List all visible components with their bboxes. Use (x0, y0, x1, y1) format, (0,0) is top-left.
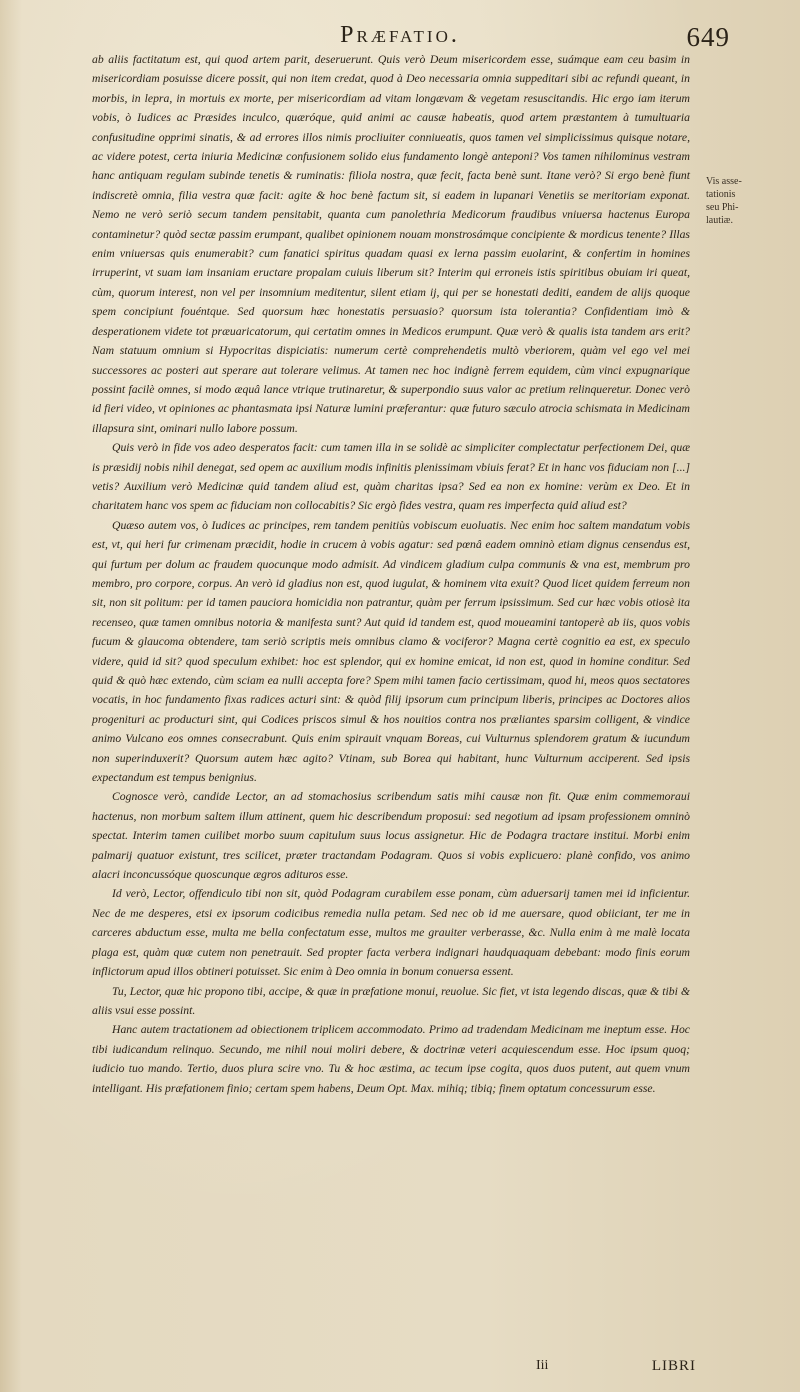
running-title: Præfatio. (340, 22, 460, 48)
paragraph: Hanc autem tractationem ad obiectionem triplicem accommodato. Primo ad tradendam Medicinam me ineptum esse. Hoc tibi iudicandum relinquo. Secundo, me nihil noui moliri debere, & doctrinæ veteri acquiescendum esse. Hoc ipsum quoq; iudicio tuo mando. Tertio, duos plura scire vno. Tu & hoc æstima, ac tecum ipse cogita, quos duos putent, aut quem vnum intelligant. His præfationem finio; certam spem habens, Deum Opt. Max. mihiq; tibiq; finem optatum concessurum esse. (92, 1023, 690, 1095)
page-header (70, 18, 730, 54)
signature-mark: Iii (536, 1358, 549, 1373)
margin-note-line: Vis asse- (706, 176, 742, 187)
page-number: 649 (686, 22, 730, 52)
margin-note-line: tationis (706, 189, 736, 200)
preface-body (92, 50, 690, 1098)
catchword: LIBRI (651, 1358, 696, 1374)
margin-note (706, 175, 762, 227)
paragraph: ab aliis factitatum est, qui quod artem parit, deseruerunt. Quis verò Deum misericordem esse, suámque eam ceu basim in misericordiam posuisse dicere possit, qui non item credat, quod à Deo necessaria omnia suppeditari sibi ac refundi queant, in morbis, in lepra, in mortuis ex morte, per misericordiam ad vitam longævam & vegetam resuscitandis. Hic ergo iam iterum vobis, ò Iudices ac Præsides inculco, quæróque, quid animi ac causæ habeatis, quod artem præstantem à tumultuaria confusitudine opprimi sinatis, & ad errores illos nimis procliuiter conniueatis, quos tamen vel simplicissimus quisque notare, ac videre potest, certa iniuria Medicinæ confusionem solido eius fundamento longè anteponi? Vos tamen nihilominus vestram hanc antiquam regulam subinde tenetis & ruminatis: filiola nostra, quæ fecit, facta benè sunt. Itane verò? Si ergo benè fiunt indiscretè omnia, filia vestra quæ facit: agite & hoc benè factum sit, si eadem in lupanari Venetiis se meritoriam exponat. Nemo ne verò seriò secum tandem pensitabit, quanta cum panolethria Medicorum fraudibus vniuersa hactenus Europa contaminetur? quòd sectæ passim erumpant, qualibet opinionem nouam monstrosámque concipiente & mordicus tenente? Illas enim vniuersas quis enumerabit? cum fanatici spiritus quadam quasi ex lerna passim euolarint, & confertim in homines irruperint, vt suam iam insaniam eructare propalam cuiuis liberum sit? Interim qui erroneis istis spiritibus obuiam iri queat, cùm, quorum interest, non vel per insomnium meditentur, silent etiam ij, qui per se honestati dediti, eandem de alijs quoque spem concipiunt fouéntque. Sed quorsum hæc honestatis persuasio? quorsum ista tolerantia? Confidentiam imò & desperationem videte tot præuaricatorum, qui certatim omnes in Medicos erumpunt. Quæ verò & qualis ista tandem ars erit? Nam statuum omnium si Hypocritas dispiciatis: numerum certè comprehendetis multò vberiorem, quàm vel ego vel mei successores ac posteri aut sperare aut tolerare velimus. At tamen nec hoc indignè ferrem equidem, cùm vinci expugnarique possint facilè omnes, si modo æquâ lance vtrique trutinaretur, & superpondio suus valor ac pretium relinqueretur. Donec verò id fieri video, vt opiniones ac phantasmata ipsi Naturæ lumini præferantur: quæ futuro sæculo atrocia schismata in Medicinam illapsura sint, ominari nullo labore possum. (92, 53, 690, 435)
paragraph: Id verò, Lector, offendiculo tibi non sit, quòd Podagram curabilem esse ponam, cùm aduersarij tamen mei id inficientur. Nec de me desperes, etsi ex ipsorum codicibus remedia nulla petam. Sed nec ob id me auersare, quod obiiciant, ter me in carceres abductum esse, multa me bella confectatum esse, multos me grauiter verberasse, &c. Nulla enim à me malè locata plaga est, quàm quæ cutem non penetrauit. Sed propter facta verbera indignari haudquaquam debebant: modo finis eorum inflictorum apud illos obtineri potuisset. Sic enim à Deo omnia in bonum conuersa essent. (92, 887, 690, 979)
margin-note-line: lautiæ. (706, 215, 733, 226)
page-footer (536, 1358, 696, 1382)
margin-note-line: seu Phi- (706, 202, 739, 213)
paragraph: Quæso autem vos, ò Iudices ac principes, rem tandem penitiùs vobiscum euoluatis. Nec enim hoc saltem mandatum vobis est, vt, qui heri fur crimenam præcidit, hodie in crucem à vobis agatur: sed pœnâ eadem omninò etiam dignus censendus est, qui furtum per dolum ac fraudem quocunque modo admisit. Ad vindicem gladium culpa communis & vna est, membrum pro membro, pro corpore, corpus. An verò id gladius non est, quod iugulat, & hominem vita exuit? Quod licet quidem ferreum non sit, non sit politum: per id tamen pauciora homicidia non patrantur, quàm per ferrum ipsissimum. Sed cur hæc vobis otiosè ita recenseo, quæ tamen omnibus notoria & manifesta sunt? Aut quid id tandem est, quod moueamini tantoperè ab iis, quos vobis fucum & glaucoma obtendere, tam seriò scriptis meis omnibus clamo & vociferor? Magna certè cognitio ea est, ex speculo videre, quid id sit? quod speculum exhibet: hoc est splendor, qui ex homine emicat, id non est, quod in homine conditur. Sed quid & quò hæc extendo, cùm sciam ea nulli accepta fore? Spem mihi tamen facio certissimam, quod hi, meos quos sectatores vocatis, in hoc fundamento fixas radices acturi sint: & quòd filij ipsorum cum principum liberis, principes ac Doctores alios progenituri ac producturi sint, qui Codices priscos simul & hos nouitios contra nos præliantes sparsim colligent, & vindice animo Vulcano eos omnes consecrabunt. Quis enim spirauit vnquam Boreas, cui Vulturnus splendorem gratum & iucundum non superinduxerit? Quorsum autem hæc agito? Vtinam, sub Borea qui habitant, hunc Vulturnum acciperent. Sed ipsis expectandum est tempus benignius. (92, 518, 690, 785)
paragraph: Quis verò in fide vos adeo desperatos facit: cum tamen illa in se solidè ac simpliciter complectatur perfectionem Dei, quæ is præsidij nobis nihil denegat, sed opem ac auxilium modis infinitis plenissimam vbiuis ferat? Et in hanc vos fiduciam non [...] vetis? Auxilium verò Medicinæ quid tandem aliud est, quàm charitas ipsa? Sed ea non ex homine: verùm ex Deo. Et in charitatem hanc vos spem ac fiduciam non collocabitis? Sic ergò fides vestra, quam res imperfecta quid aliud est? (92, 441, 690, 513)
paragraph: Cognosce verò, candide Lector, an ad stomachosius scribendum satis mihi causæ non fit. Quæ enim commemoraui hactenus, non morbum saltem illum attinent, quem hic describendum proposui: sed negotium ad ipsam professionem omninò spectat. Interim tamen cuilibet morbo suum capitulum suus locus assignetur. Hic de Podagra tractare institui. Morbi enim palmarij quatuor existunt, tres scilicet, præter tractandam Podagram. Quos si vobis explicuero: planè confido, vos animo alacri inconcussóque quoscunque ægros adituros esse. (92, 790, 690, 882)
paragraph: Tu, Lector, quæ hic propono tibi, accipe, & quæ in præfatione monui, reuolue. Sic fiet, vt ista legendo discas, quæ & tibi & aliis vsui esse possint. (92, 984, 690, 1017)
